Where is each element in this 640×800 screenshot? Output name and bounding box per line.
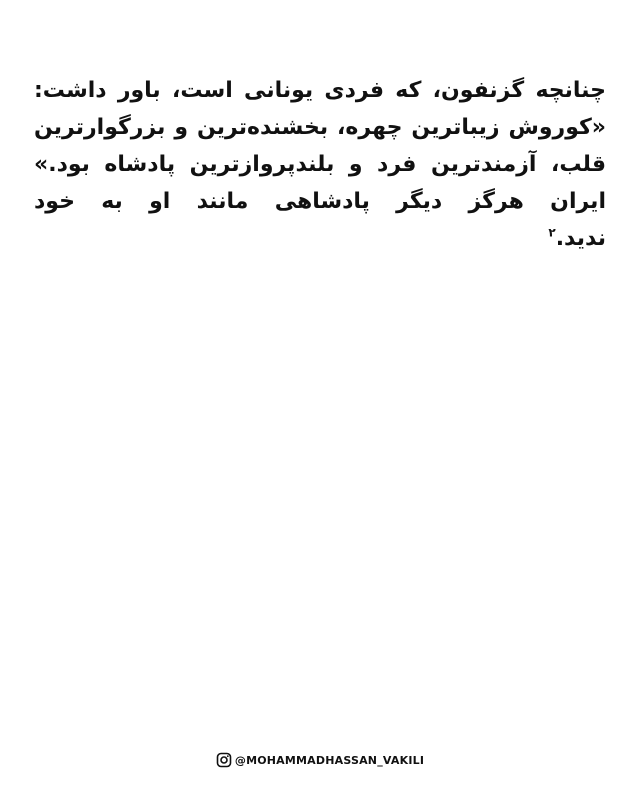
paragraph-line: ایران هرگز دیگر پادشاهی مانند او به خود [34, 189, 606, 214]
paragraph-last-line [34, 220, 606, 257]
instagram-handle: @MOHAMMADHASSAN_VAKILI [234, 753, 425, 767]
quote-paragraph [34, 72, 606, 257]
paragraph-line: «کوروش زیباترین چهره، بخشنده‌ترین و بزرگوارترین [34, 115, 606, 140]
instagram-icon [216, 752, 232, 768]
paragraph-line: قلب، آزمندترین فرد و بلندپروازترین پادشاه بود.» [34, 152, 606, 177]
footnote-marker: ۲ [548, 225, 556, 240]
credit-watermark [0, 752, 640, 768]
paragraph-line: چنانچه گزنفون، که فردی یونانی است، باور داشت: [34, 78, 606, 103]
paragraph-line-text: ندید. [555, 226, 606, 251]
